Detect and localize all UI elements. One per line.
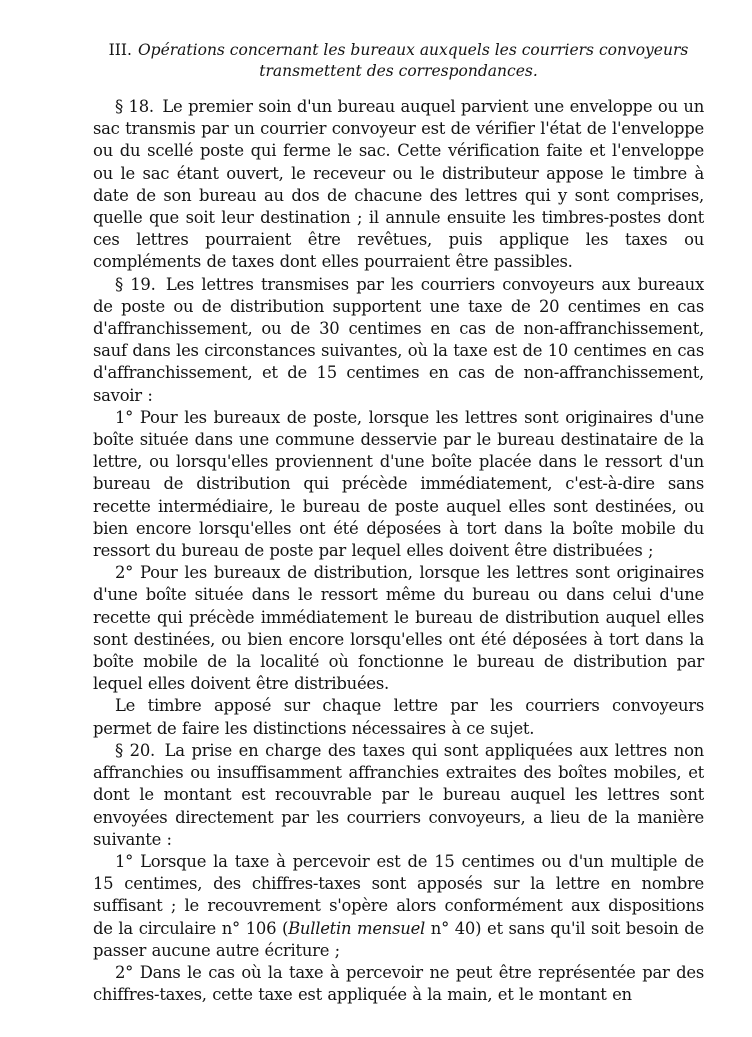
document-body — [93, 96, 704, 1006]
list-item-s19-1: 1° Pour les bureaux de poste, lorsque les lettres sont originaires d'une boîte située dans une commune desservie par le bureau destinataire de la lettre, ou lorsqu'elles proviennent d'une boîte placée dans le ressort d'un bureau de distribution qui précède immédiatement, c'est-à-dire sans recette intermédiaire, le bureau de poste auquel elles sont destinées, ou bien encore lorsqu'elles ont été déposées à tort dans la boîte mobile du ressort du bureau de poste par lequel elles doivent être distribuées ; — [93, 407, 704, 561]
paragraph-s19-closing: Le timbre apposé sur chaque lettre par les courriers convoyeurs permet de faire les distinctions nécessaires à ce sujet. — [93, 696, 704, 738]
paragraph-text: Les lettres transmises par les courriers convoyeurs aux bureaux de poste ou de distribution supportent une taxe de 20 centimes en cas d'affranchissement, ou de 30 centimes en cas de non-affranchissement, sauf dans les circonstances suivantes, où la taxe est de 10 centimes en cas d'affranchissement, et de 15 centimes en cas de non-affranchissement, savoir : — [93, 274, 704, 405]
list-item-s20-2: 2° Dans le cas où la taxe à percevoir ne peut être représentée par des chiffres-taxes, cette taxe est appliquée à la main, et le montant en — [93, 962, 704, 1005]
list-item-s19-2: 2° Pour les bureaux de distribution, lorsque les lettres sont originaires d'une boîte située dans le ressort même du bureau ou dans celui d'une recette qui précède immédiatement le bureau de distribution auquel elles sont destinées, ou bien encore lorsqu'elles ont été déposées à tort dans la boîte mobile de la localité où fonctionne le bureau de distribution par lequel elles doivent être distribuées. — [93, 563, 704, 694]
paragraph-number: § 19. — [115, 274, 156, 294]
list-item-text: 1° Lorsque la taxe à percevoir est de 15 centimes ou d'un multiple de 15 centimes, des chiffres-taxes sont apposés sur la lettre en nombre suffisant ; le recouvrement s'opère alors conformément aux dispositions de la circulaire n° 106 ( — [93, 851, 704, 938]
bulletin-reference: Bulletin mensuel — [288, 918, 426, 938]
paragraph-number: § 18. — [115, 97, 154, 116]
paragraph-s19 — [93, 274, 704, 407]
paragraph-s20 — [93, 740, 704, 851]
paragraph-s18 — [93, 96, 704, 274]
paragraph-text: La prise en charge des taxes qui sont appliquées aux lettres non affranchies ou insuffisamment affranchies extraites des boîtes mobiles, et dont le montant est recouvrable par le bureau auquel les lettres sont envoyées directement par les courriers convoyeurs, a lieu de la manière suivante : — [93, 740, 704, 849]
list-item-s20-1 — [93, 851, 704, 962]
section-heading — [93, 40, 704, 82]
list-item-text: n° 40) et sans qu'il soit besoin de passer aucune autre écriture ; — [93, 918, 704, 960]
section-title: Opérations concernant les bureaux auxquels les courriers convoyeurs transmettent des correspondances. — [137, 41, 689, 80]
paragraph-text: Le premier soin d'un bureau auquel parvient une enveloppe ou un sac transmis par un courrier convoyeur est de vérifier l'état de l'enveloppe ou du scellé poste qui ferme le sac. Cette vérification faite et l'enveloppe ou le sac étant ouvert, le receveur ou le distributeur appose le timbre à date de son bureau au dos de chacune des lettres qui y sont comprises, quelle que soit leur destination ; il annule ensuite les timbres-postes dont ces lettres pourraient être revêtues, puis applique les taxes ou compléments de taxes dont elles pourraient être passibles. — [93, 97, 704, 272]
paragraph-number: § 20. — [115, 740, 155, 760]
section-number: III. — [108, 41, 132, 59]
